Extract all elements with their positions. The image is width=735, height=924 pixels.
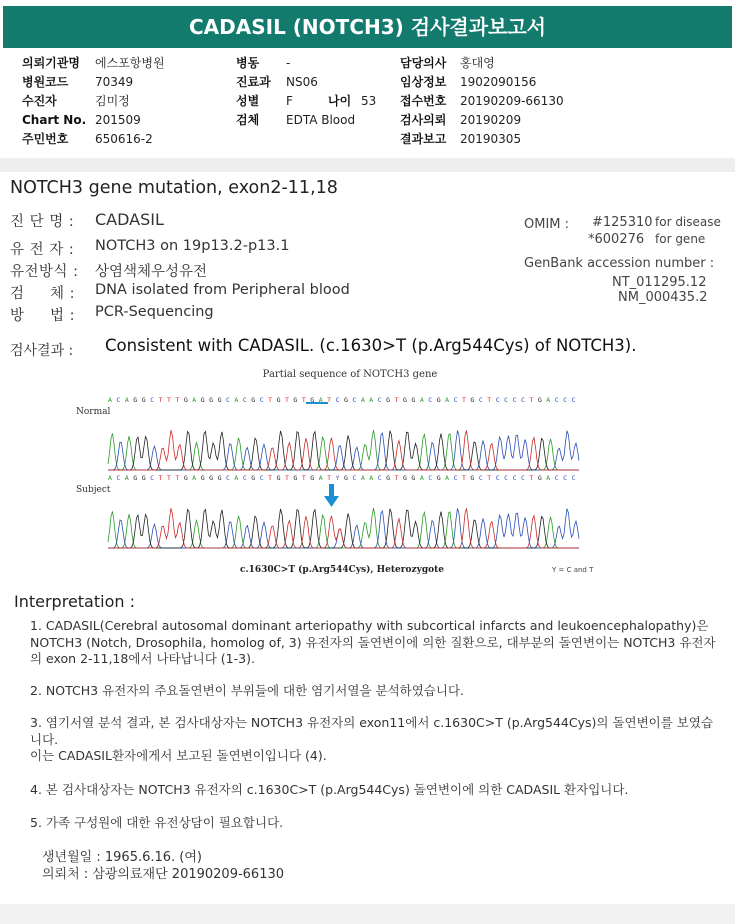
base-letter: G [470,396,475,404]
field-label: 검 체 : [10,286,76,302]
base-letter: G [436,396,441,404]
base-letter: C [259,474,264,482]
info-key: 의뢰기관명 [22,56,80,70]
base-letter: C [226,474,230,482]
genbank-label: GenBank accession number : [524,256,715,271]
base-letter: A [192,474,197,482]
info-row-reported [400,130,564,149]
base-letter: C [259,396,264,404]
result-value: Consistent with CADASIL. (c.1630>T (p.Arg544Cys) of NOTCH3). [105,336,637,355]
field-label: 유전방식 : [10,264,79,280]
info-row-sex [236,92,376,111]
info-value: 20190209-66130 [460,94,564,108]
base-letter: C [563,474,568,482]
base-letter: C [377,474,382,482]
base-letter: T [268,396,273,404]
base-letter: A [192,396,197,404]
info-value: 20190209 [460,113,522,127]
omim-gene-note: for gene [655,232,706,246]
info-value: 에스포항병원 [95,56,165,70]
info-row-requested [400,111,564,130]
base-letter: C [428,396,433,404]
base-letter: A [419,396,424,404]
info-value: 홍대영 [460,56,495,70]
info-value: 1902090156 [460,75,537,89]
chromatogram-legend: Y = C and T [552,566,594,574]
base-letter: C [335,396,340,404]
base-letter: C [377,396,382,404]
base-letter: G [470,474,475,482]
base-letter: T [175,396,180,404]
base-letter: A [360,474,365,482]
base-letter: G [537,474,542,482]
base-letter: T [158,474,163,482]
base-letter: A [419,474,424,482]
info-value: F [286,94,293,108]
base-letter: A [124,396,129,404]
base-letter: C [512,474,517,482]
base-letter: T [285,474,289,482]
omim-gene-id: *600276 [588,232,645,247]
base-letter: G [209,396,214,404]
base-letter: C [478,396,483,404]
base-letter: G [344,474,348,482]
base-letter: G [217,396,222,404]
info-key: 진료과 [236,75,271,89]
base-letter: C [495,474,500,482]
base-letter: A [124,474,129,482]
info-key: 임상정보 [400,75,447,89]
genbank-acc-1: NT_011295.12 [612,275,707,290]
info-value: 201509 [95,113,141,127]
base-letter: T [487,396,492,404]
base-letter: T [487,474,492,482]
field-value: NOTCH3 on 19p13.2-p13.1 [95,238,290,254]
base-letter: C [563,396,568,404]
base-letter: C [116,396,121,404]
referral-lab: 의뢰처 : 삼광의료재단 20190209-66130 [42,867,285,882]
genbank-acc-2: NM_000435.2 [618,290,708,305]
trace-normal [108,430,579,470]
sequence-subject [108,474,576,482]
chromatogram-caption: c.1630C>T (p.Arg544Cys), Heterozygote [239,565,445,575]
base-letter: C [571,474,576,482]
base-letter: T [529,474,534,482]
info-row-hospital [22,54,165,73]
base-letter: C [453,474,458,482]
base-letter: G [403,474,407,482]
trace-line [108,430,579,470]
chromatogram-title: Partial sequence of NOTCH3 gene [262,369,438,380]
info-key: 수진자 [22,94,57,108]
base-letter: T [285,396,289,404]
base-letter: T [268,474,273,482]
bottom-band [0,904,735,924]
base-letter: G [251,474,256,482]
base-letter: G [386,396,391,404]
info-value: 650616-2 [95,132,153,146]
result-label: 검사결과 : [10,343,74,359]
info-row-id [22,130,165,149]
field-value: 상염색체우성유전 [95,264,208,280]
field-value: DNA isolated from Peripheral blood [95,282,350,298]
omim-disease-note: for disease [655,215,721,229]
info-key: 담당의사 [400,56,447,70]
base-letter: C [554,474,559,482]
info-key: 결과보고 [400,132,447,146]
base-letter: A [369,396,374,404]
base-letter: C [512,396,517,404]
info-row-patient [22,92,165,111]
base-letter: A [108,474,112,482]
interpretation-item-1: 1. CADASIL(Cerebral autosomal dominant arteriopathy with subcortical infarcts and leukoencephalopathy)은 NOTCH3 (Notch, Drosophila, homolog of, 3) 유전자의 돌연변이에 의한 질환으로, 대부분의 돌연변이는 NOTCH3 유전자의 exon 2-11,18에서 나타납니다 (1-3). [30,618,716,666]
info-key: 접수번호 [400,94,447,108]
base-letter: T [529,396,534,404]
base-letter: G [411,396,416,404]
info-value: 김미정 [95,94,130,108]
info-row-ward [236,54,376,73]
base-letter: G [217,474,222,482]
info-key: 병원코드 [22,75,69,89]
info-row-clinical [400,73,564,92]
base-letter: G [293,474,298,482]
base-letter: C [504,396,509,404]
report-heading: NOTCH3 gene mutation, exon2-11,18 [10,178,338,198]
omim-disease-id: #125310 [592,215,653,230]
base-letter: T [394,396,399,404]
info-key: 검사의뢰 [400,113,447,127]
base-letter: G [537,396,542,404]
base-letter: G [251,396,256,404]
info-key: Chart No. [22,113,87,127]
base-letter: G [344,396,348,404]
info-row-doctor [400,54,564,73]
base-letter: A [318,396,323,404]
base-letter: G [276,396,281,404]
info-row-code [22,73,165,92]
base-letter: Y [335,474,340,482]
base-letter: A [108,396,112,404]
base-letter: A [546,474,551,482]
base-letter: T [158,396,163,404]
base-letter: C [352,396,357,404]
interpretation-title: Interpretation : [14,592,135,611]
base-letter: T [301,474,306,482]
base-letter: C [571,396,576,404]
info-value: 20190305 [460,132,522,146]
base-letter: C [116,474,121,482]
base-letter: C [521,396,525,404]
info-row-specimen [236,111,376,130]
base-letter: T [327,474,332,482]
base-letter: C [150,474,155,482]
base-letter: G [133,474,138,482]
base-letter: A [369,474,374,482]
base-letter: T [167,474,171,482]
info-col-1 [22,54,165,149]
base-letter: C [150,396,155,404]
base-letter: C [521,474,525,482]
section-divider [0,158,735,172]
base-letter: G [293,396,298,404]
base-letter: T [462,474,466,482]
base-letter: G [403,396,407,404]
base-letter: C [495,396,500,404]
base-letter: C [242,474,247,482]
info-key: 주민번호 [22,132,69,146]
base-letter: G [209,474,214,482]
subject-label: Subject [76,485,111,495]
normal-label: Normal [76,407,111,417]
base-letter: G [411,474,416,482]
base-letter: G [200,474,205,482]
base-letter: A [360,396,365,404]
info-key: 검체 [236,113,260,127]
base-letter: G [386,474,391,482]
base-letter: A [234,396,239,404]
info-value: 70349 [95,75,134,89]
base-letter: A [546,396,551,404]
base-letter: G [310,474,315,482]
base-letter: C [453,396,458,404]
sequence-normal [108,396,576,404]
info-key: 성별 [236,94,260,108]
base-letter: A [445,396,450,404]
report-title: CADASIL (NOTCH3) 검사결과보고서 [3,6,732,48]
interpretation-item-3b: 이는 CADASIL환자에게서 보고된 돌연변이입니다 (4). [30,748,327,763]
base-letter: G [183,396,188,404]
mutation-arrow-icon [324,484,339,507]
base-letter: C [504,474,509,482]
base-letter: C [428,474,433,482]
info-col-3 [400,54,564,149]
base-letter: T [301,396,306,404]
info-row-dept [236,73,376,92]
base-letter: A [318,474,323,482]
base-letter: T [167,396,171,404]
base-letter: T [175,474,180,482]
info-row-chart [22,111,165,130]
base-letter: T [327,396,332,404]
info-value: - [286,56,291,70]
interpretation-item-2: 2. NOTCH3 유전자의 주요돌연변이 부위들에 대한 염기서열을 분석하였습니다. [30,683,464,698]
info-value-age: 53 [361,94,377,108]
info-col-2 [236,54,376,130]
base-letter: G [133,396,138,404]
interpretation-item-4: 4. 본 검사대상자는 NOTCH3 유전자의 c.1630C>T (p.Arg544Cys) 돌연변이에 의한 CADASIL 환자입니다. [30,782,629,797]
base-letter: C [226,396,230,404]
base-letter: G [200,396,205,404]
field-value: CADASIL [95,210,164,229]
base-letter: A [445,474,450,482]
title-bar [0,0,735,52]
info-key-age: 나이 [328,94,352,108]
base-letter: G [276,474,281,482]
chromatogram-figure [0,362,735,584]
base-letter: T [394,474,399,482]
omim-label: OMIM : [524,217,570,232]
base-letter: G [141,396,146,404]
info-value: NS06 [286,75,318,89]
interpretation-item-3: 3. 염기서열 분석 결과, 본 검사대상자는 NOTCH3 유전자의 exon11에서 c.1630C>T (p.Arg544Cys)의 돌연변이를 보였습니다. [30,715,714,747]
field-label: 유 전 자 : [10,242,75,258]
info-key: 병동 [236,56,260,70]
base-letter: G [310,396,315,404]
base-letter: G [183,474,188,482]
base-letter: C [478,474,483,482]
birth-date: 생년월일 : 1965.6.16. (여) [42,850,203,865]
info-value: EDTA Blood [286,113,356,127]
base-letter: G [141,474,146,482]
base-letter: A [234,474,239,482]
base-letter: C [352,474,357,482]
base-letter: C [242,396,247,404]
field-value: PCR-Sequencing [95,304,214,320]
base-letter: G [436,474,441,482]
interpretation-item-5: 5. 가족 구성원에 대한 유전상담이 필요합니다. [30,815,284,830]
field-label: 진 단 명 : [10,214,75,230]
trace-subject [108,508,579,548]
field-label: 방 법 : [10,308,76,324]
info-row-accession [400,92,564,111]
base-letter: C [554,396,559,404]
base-letter: T [462,396,466,404]
